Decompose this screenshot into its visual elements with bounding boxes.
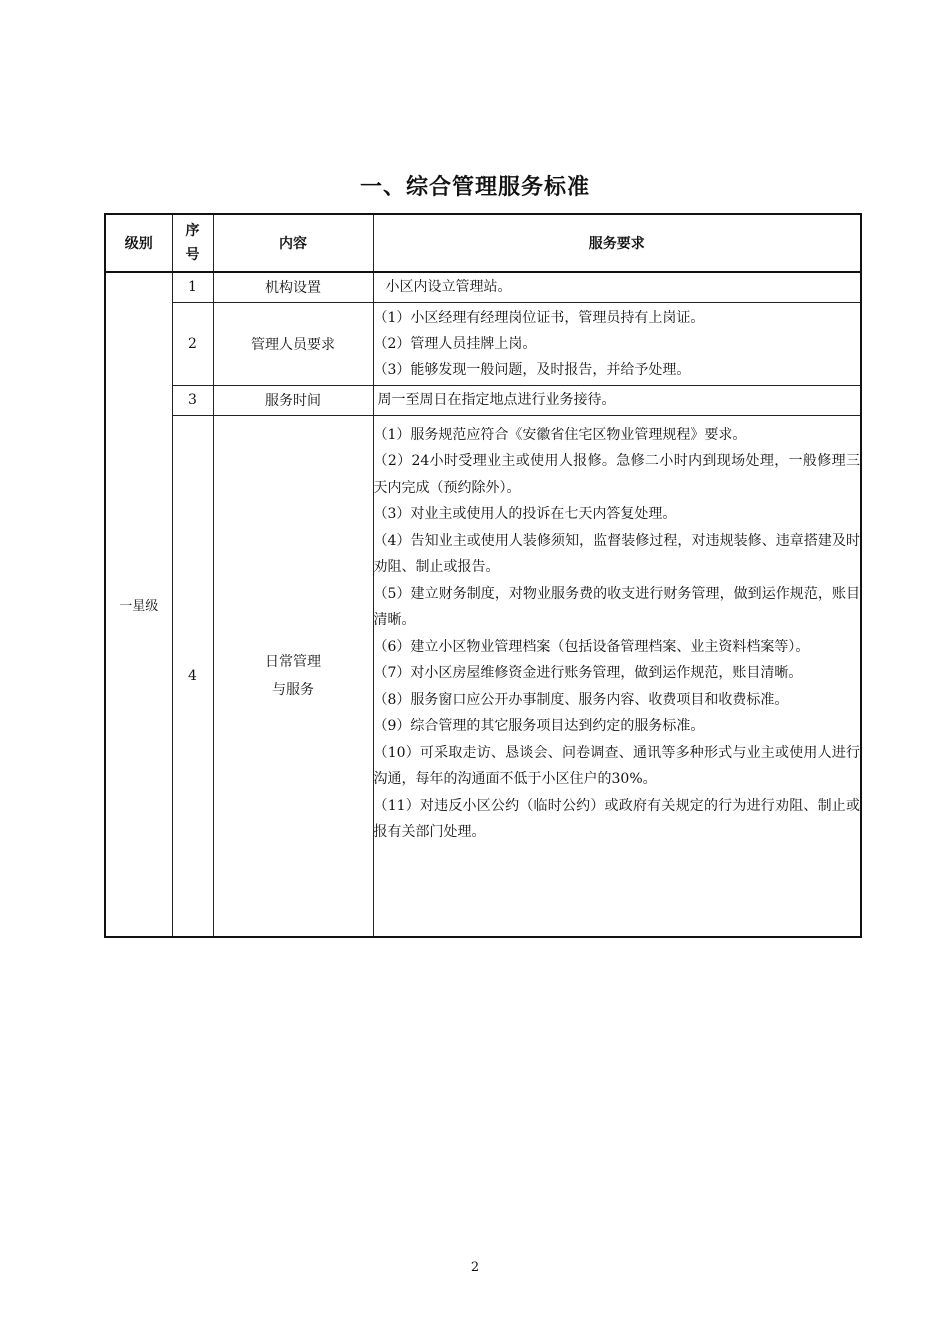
requirement-text: （3）能够发现一般问题，及时报告，并给予处理。 [373, 361, 691, 378]
requirement-item: （4）告知业主或使用人装修须知，监督装修过程，对违规装修、违章搭建及时劝阻、制止或报告。 [373, 532, 860, 575]
content-line2: 与服务 [272, 681, 314, 698]
seq-cell: 2 [172, 302, 213, 385]
requirement-cell [373, 385, 861, 415]
requirement-cell [373, 302, 861, 385]
content-cell: 服务时间 [213, 385, 373, 415]
service-standard-table [104, 213, 862, 938]
header-row [105, 214, 861, 272]
content-cell: 机构设置 [213, 272, 373, 302]
header-seq-line1: 序 [185, 223, 200, 239]
table-row [105, 415, 861, 937]
requirement-cell [373, 415, 861, 937]
requirement-text: （2）管理人员挂牌上岗。 [373, 335, 537, 352]
requirement-text: （1）小区经理有经理岗位证书，管理员持有上岗证。 [373, 309, 705, 326]
requirement-cell [373, 272, 861, 302]
requirement-item: （1）服务规范应符合《安徽省住宅区物业管理规程》要求。 [373, 426, 747, 443]
seq-cell: 4 [172, 415, 213, 937]
header-requirement: 服务要求 [373, 214, 861, 272]
header-seq-line2: 号 [185, 247, 200, 263]
requirement-item: （3）对业主或使用人的投诉在七天内答复处理。 [373, 506, 677, 522]
content-line1: 日常管理 [265, 653, 321, 670]
requirement-item: （5）建立财务制度，对物业服务费的收支进行财务管理，做到运作规范，账目清晰。 [373, 585, 860, 628]
requirement-item: （2）24小时受理业主或使用人报修。急修二小时内到现场处理，一般修理三天内完成（预约除外）。 [373, 453, 860, 496]
seq-cell: 1 [172, 272, 213, 302]
table-row [105, 302, 861, 385]
page-number: 2 [470, 1260, 480, 1275]
table-row [105, 385, 861, 415]
content-cell: 管理人员要求 [213, 302, 373, 385]
requirement-item: （11）对违反小区公约（临时公约）或政府有关规定的行为进行劝阻、制止或报有关部门处理。 [373, 797, 860, 840]
header-content: 内容 [213, 214, 373, 272]
content-cell [213, 415, 373, 937]
level-cell: 一星级 [105, 272, 172, 937]
page-title: 一、综合管理服务标准 [359, 175, 590, 200]
requirement-item: （7）对小区房屋维修资金进行账务管理，做到运作规范，账目清晰。 [373, 665, 803, 681]
requirement-item: （8）服务窗口应公开办事制度、服务内容、收费项目和收费标准。 [373, 691, 789, 708]
header-level: 级别 [105, 214, 172, 272]
requirement-item: （10）可采取走访、恳谈会、问卷调查、通讯等多种形式与业主或使用人进行沟通，每年的沟通面不低于小区住户的30%。 [373, 744, 860, 787]
requirement-item: （6）建立小区物业管理档案（包括设备管理档案、业主资料档案等）。 [373, 638, 810, 655]
requirement-text: 小区内设立管理站。 [385, 279, 512, 296]
seq-cell: 3 [172, 385, 213, 415]
table-row [105, 272, 861, 302]
requirement-item: （9）综合管理的其它服务项目达到约定的服务标准。 [373, 718, 705, 734]
header-seq [172, 214, 213, 272]
requirement-text: 周一至周日在指定地点进行业务接待。 [377, 392, 616, 408]
